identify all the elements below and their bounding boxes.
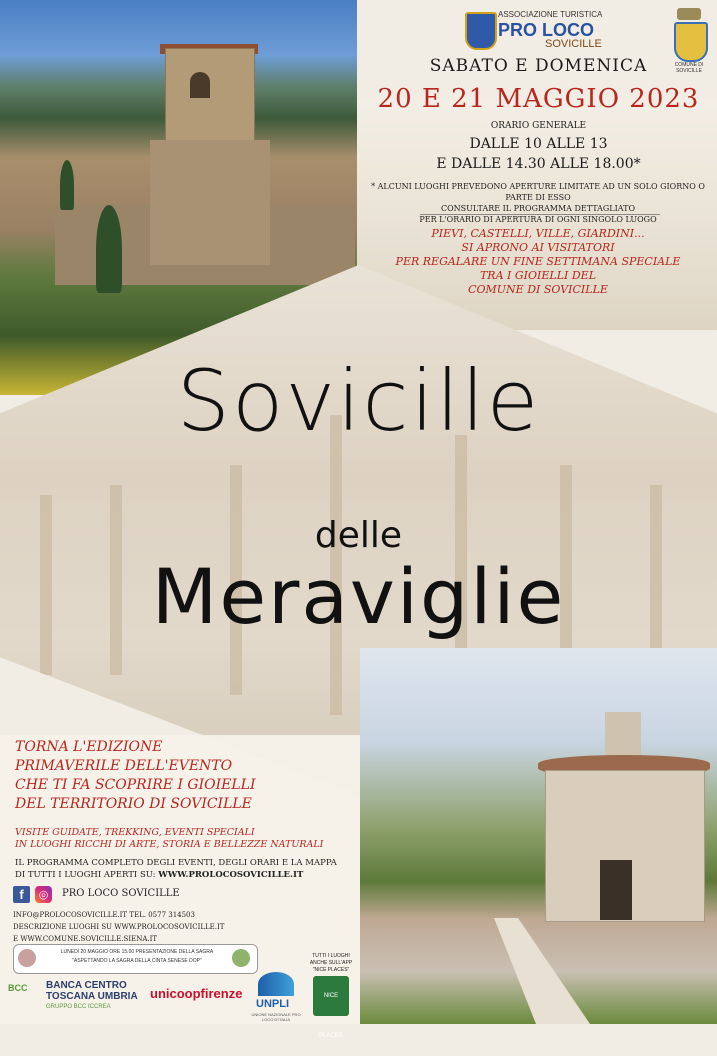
crown-icon [677,8,701,20]
nice-label-line: "NICE PLACES" [312,967,350,973]
contact-info [13,909,358,945]
hours-morning: DALLE 10 ALLE 13 [469,136,608,152]
description-line: TRA I GIOIELLI DEL [479,269,597,282]
temple-lantern [605,712,641,760]
program-url-link[interactable]: WWW.PROLOCOSOVICILLE.IT [158,870,304,880]
pro-loco-shield-icon [465,12,497,50]
note-line: PER L'ORARIO DI APERTURA DI OGNI SINGOLO LUOGO [419,215,657,224]
nice-places-label [303,953,359,974]
nice-label-line: ANCHE SULL'APP [309,960,353,966]
bcc-name-line: TOSCANA UMBRIA [46,991,138,1002]
unpli-mark-icon [258,972,294,996]
unicoop-logo: unicoopfirenze [150,986,243,1001]
nice-label-line: TUTTI I LUOGHI [312,953,350,959]
intro-sub-line: IN LUOGHI RICCHI DI ARTE, STORIA E BELLEZZE NATURALI [15,839,324,850]
bcc-name [46,980,138,1002]
description-line: SI APRONO AI VISITATORI [461,241,615,254]
unpli-subtitle: UNIONE NAZIONALE PRO LOCO D'ITALIA [251,1012,301,1022]
nice-places-logo: NICE PLACES [313,976,349,1016]
intro-line: TORNA L'EDIZIONE [15,739,163,755]
organization-name: PRO LOCO [498,20,595,40]
organization-line1: ASSOCIAZIONE TURISTICA [498,10,603,19]
poster-subtitle: Meraviglie [151,552,566,641]
description-line: PER REGALARE UN FINE SETTIMANA SPECIALE [395,255,681,268]
bcc-group: GRUPPO BCC ICCREA [46,1004,111,1010]
program-prefix: DI TUTTI I LUOGHI APERTI SU: [15,870,159,880]
intro-subtext [15,827,355,851]
church-body [150,140,270,265]
hours-afternoon: E DALLE 14.30 ALLE 18.00* [436,156,641,172]
hours-label: ORARIO GENERALE [490,121,587,131]
unpli-logo: UNPLI [256,998,289,1010]
note-line: * ALCUNI LUOGHI PREVEDONO APERTURE LIMITATE AD UN SOLO GIORNO O PARTE DI ESSO [371,182,705,202]
hours-note [362,181,714,225]
cypress-tree [60,160,74,210]
divider [420,214,660,215]
contact-line: INFO@PROLOCOSOVICILLE.IT TEL. 0577 314503 [13,911,195,919]
sagra-line: "ASPETTANDO LA SAGRA DELLA CINTA SENESE DOP" [72,958,202,964]
temple-door [600,860,632,920]
comune-label: COMUNE DI SOVICILLE [674,62,704,74]
poster-title-delle: delle [314,515,403,556]
intro-line: CHE TI FA SCOPRIRE I GIOIELLI [15,777,256,793]
sagra-line: LUNEDÌ 20 MAGGIO ORE 15.00 PRESENTAZIONE DELLA SAGRA [60,949,214,955]
intro-sub-line: VISITE GUIDATE, TREKKING, EVENTI SPECIALI [15,827,255,838]
sagra-text [42,948,232,966]
contact-line: DESCRIZIONE LUOGHI SU WWW.PROLOCOSOVICILLE.IT [13,923,225,931]
sagra-partner-icon [232,949,250,967]
poster-title: Sovicille [176,352,541,450]
description-line: COMUNE DI SOVICILLE [468,283,608,296]
description-line: PIEVI, CASTELLI, VILLE, GIARDINI... [431,227,645,240]
program-line: IL PROGRAMMA COMPLETO DEGLI EVENTI, DEGLI ORARI E LA MAPPA [15,858,337,868]
intro-line: PRIMAVERILE DELL'EVENTO [15,758,233,774]
program-info [15,857,360,881]
sagra-logo-icon [18,949,36,967]
social-label: PRO LOCO SOVICILLE [62,888,180,899]
bell-tower [165,48,255,150]
bcc-name-line: BANCA CENTRO [46,980,127,991]
intro-text [15,738,355,814]
contact-line: E WWW.COMUNE.SOVICILLE.SIENA.IT [13,935,158,943]
intro-line: DEL TERRITORIO DI SOVICILLE [15,796,252,812]
event-date: 20 E 21 MAGGIO 2023 [377,84,700,114]
instagram-icon[interactable]: ◎ [35,886,52,903]
facebook-icon[interactable]: f [13,886,30,903]
event-description [362,227,714,297]
event-days: SABATO E DOMENICA [429,56,648,76]
note-line: CONSULTARE IL PROGRAMMA DETTAGLIATO [440,204,636,213]
tower-window [190,72,210,98]
cypress-tree [96,205,122,293]
bcc-logo: BCC [8,983,28,993]
organization-place: SOVICILLE [545,38,602,50]
program-line [15,869,360,881]
